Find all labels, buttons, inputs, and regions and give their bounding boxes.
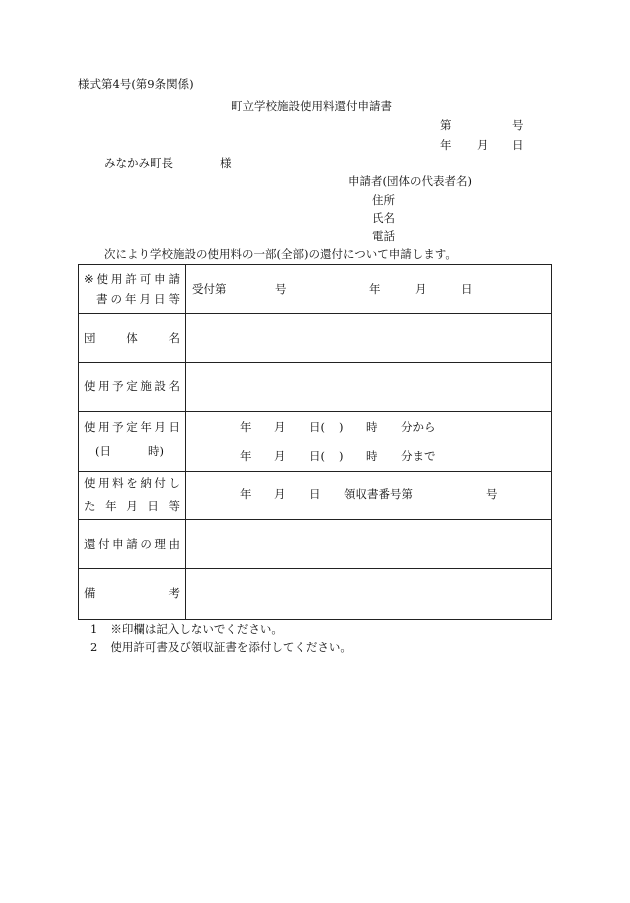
end-day-label: 日( xyxy=(309,449,325,463)
payment-month-label: 月 xyxy=(274,487,286,501)
row-divider xyxy=(79,568,551,569)
application-table xyxy=(78,264,552,620)
label-column-divider xyxy=(185,265,186,619)
usage-date-label-line2: (日 時) xyxy=(95,444,164,458)
end-month-label: 月 xyxy=(274,449,286,463)
date-year-label: 年 xyxy=(440,138,452,152)
note-text: 使用許可書及び領収証書を添付してください。 xyxy=(110,640,352,654)
permit-day-label: 日 xyxy=(461,282,473,296)
note-number: 2 xyxy=(90,640,98,654)
doc-number-suffix: 号 xyxy=(512,118,524,132)
facility-name-label: 使 用 予 定 施 設 名 xyxy=(84,379,180,393)
permit-date-label-line2: 書 の 年 月 日 等 xyxy=(96,292,180,306)
end-minute-label: 分まで xyxy=(401,449,436,463)
end-weekday-close: ) xyxy=(339,449,344,463)
permit-month-label: 月 xyxy=(415,282,427,296)
start-hour-label: 時 xyxy=(366,420,378,434)
payment-year-label: 年 xyxy=(240,487,252,501)
start-day-label: 日( xyxy=(309,420,325,434)
row-divider xyxy=(79,411,551,412)
start-month-label: 月 xyxy=(274,420,286,434)
receipt-number-suffix: 号 xyxy=(275,282,287,296)
date-day-label: 日 xyxy=(512,138,524,152)
permit-date-label-line1: ※ 使 用 許 可 申 請 xyxy=(84,272,180,286)
applicant-name-label: 氏 名 xyxy=(372,211,395,225)
usage-date-label-line1: 使 用 予 定 年 月 日 xyxy=(84,420,180,434)
end-year-label: 年 xyxy=(240,449,252,463)
receipt-serial-suffix: 号 xyxy=(486,487,498,501)
intro-statement: 次により学校施設の使用料の一部(全部)の還付について申請します。 xyxy=(104,247,457,261)
doc-number-prefix: 第 xyxy=(440,118,452,132)
payment-date-label-line1: 使 用 料 を 納 付 し xyxy=(84,476,180,490)
form-number: 様式第4号(第9条関係) xyxy=(78,77,194,91)
start-year-label: 年 xyxy=(240,420,252,434)
note-1 xyxy=(90,624,283,636)
note-text: ※印欄は記入しないでください。 xyxy=(110,622,283,636)
row-divider xyxy=(79,471,551,472)
note-number: 1 xyxy=(90,622,98,636)
start-weekday-close: ) xyxy=(339,420,344,434)
payment-day-label: 日 xyxy=(309,487,321,501)
permit-year-label: 年 xyxy=(369,282,381,296)
receipt-serial-prefix: 領収書番号第 xyxy=(344,487,413,501)
row-divider xyxy=(79,313,551,314)
date-month-label: 月 xyxy=(477,138,489,152)
applicant-address-label: 住 所 xyxy=(372,193,395,207)
receipt-number-prefix: 受付第 xyxy=(192,282,227,296)
applicant-label: 申請者(団体の代表者名) xyxy=(348,174,472,188)
refund-reason-label: 還 付 申 請 の 理 由 xyxy=(84,537,180,551)
remarks-label: 備 考 xyxy=(84,586,180,600)
addressee: みなかみ町長 xyxy=(104,156,173,170)
note-2 xyxy=(90,642,352,654)
honorific: 様 xyxy=(220,156,232,170)
row-divider xyxy=(79,519,551,520)
row-divider xyxy=(79,362,551,363)
applicant-phone-label: 電 話 xyxy=(372,229,395,243)
start-minute-label: 分から xyxy=(401,420,436,434)
group-name-label: 団 体 名 xyxy=(84,331,180,345)
page-title: 町立学校施設使用料還付申請書 xyxy=(231,99,392,113)
end-hour-label: 時 xyxy=(366,449,378,463)
payment-date-label-line2: た 年 月 日 等 xyxy=(84,499,180,513)
